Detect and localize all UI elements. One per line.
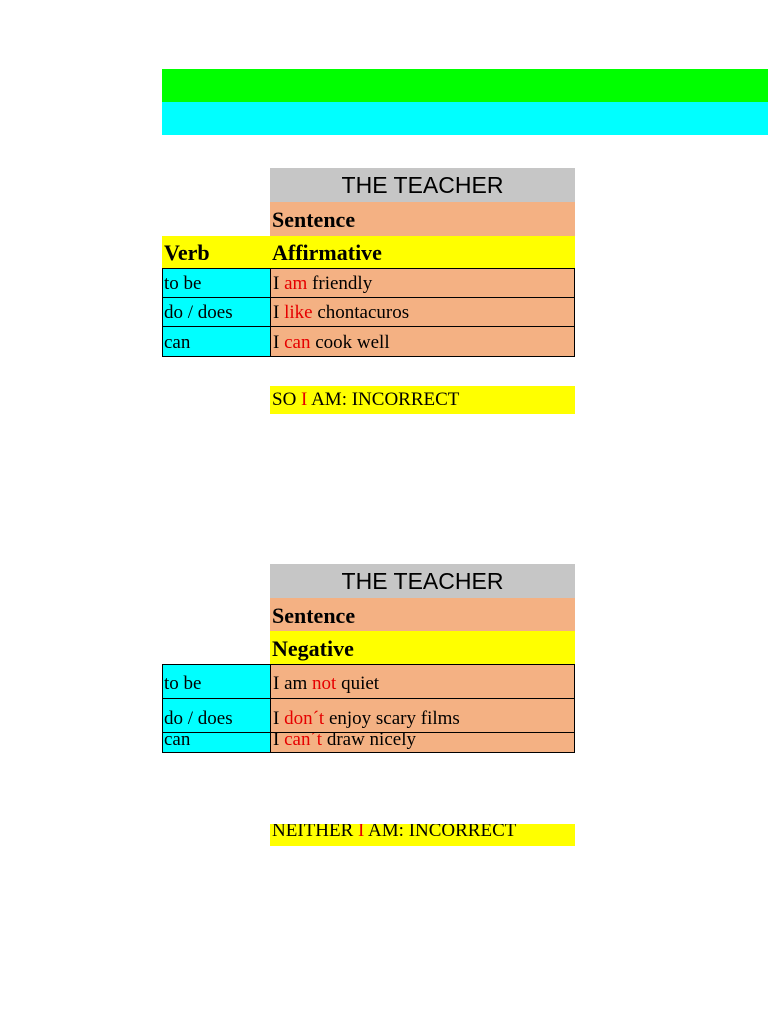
highlight-word: don´t bbox=[284, 708, 325, 729]
highlight-word: can´t bbox=[284, 732, 323, 750]
table2-row-verb: can bbox=[162, 732, 271, 753]
table1-verb-header: Verb bbox=[162, 236, 270, 269]
table1-type: Affirmative bbox=[270, 236, 575, 269]
table2-header: THE TEACHER bbox=[270, 564, 575, 598]
table1-row-sentence: I like chontacuros bbox=[270, 297, 575, 327]
table1-row-verb: do / does bbox=[162, 297, 271, 327]
highlight-word: like bbox=[284, 302, 313, 323]
table2-row-sentence: I don´t enjoy scary films bbox=[270, 698, 575, 733]
table2-row-sentence: I am not quiet bbox=[270, 664, 575, 699]
highlight-word: can bbox=[284, 332, 311, 353]
table1-subheader: Sentence bbox=[270, 202, 575, 236]
table2-row-sentence: I can´t draw nicely bbox=[270, 732, 575, 753]
green-band bbox=[162, 69, 768, 102]
table2-row-verb: to be bbox=[162, 664, 271, 699]
table2-conclusion: NEITHER I AM: INCORRECT bbox=[270, 824, 575, 846]
table1-row-verb: can bbox=[162, 326, 271, 357]
highlight-word: not bbox=[312, 673, 337, 694]
cyan-band bbox=[162, 102, 768, 135]
table2-row-verb: do / does bbox=[162, 698, 271, 733]
highlight-word: am bbox=[284, 273, 308, 294]
table1-conclusion: SO I AM: INCORRECT bbox=[270, 386, 575, 414]
table1-row-sentence: I can cook well bbox=[270, 326, 575, 357]
table2-subheader: Sentence bbox=[270, 598, 575, 631]
table1-row-sentence: I am friendly bbox=[270, 268, 575, 298]
table1-row-verb: to be bbox=[162, 268, 271, 298]
table2-type: Negative bbox=[270, 631, 575, 664]
table1-header: THE TEACHER bbox=[270, 168, 575, 202]
